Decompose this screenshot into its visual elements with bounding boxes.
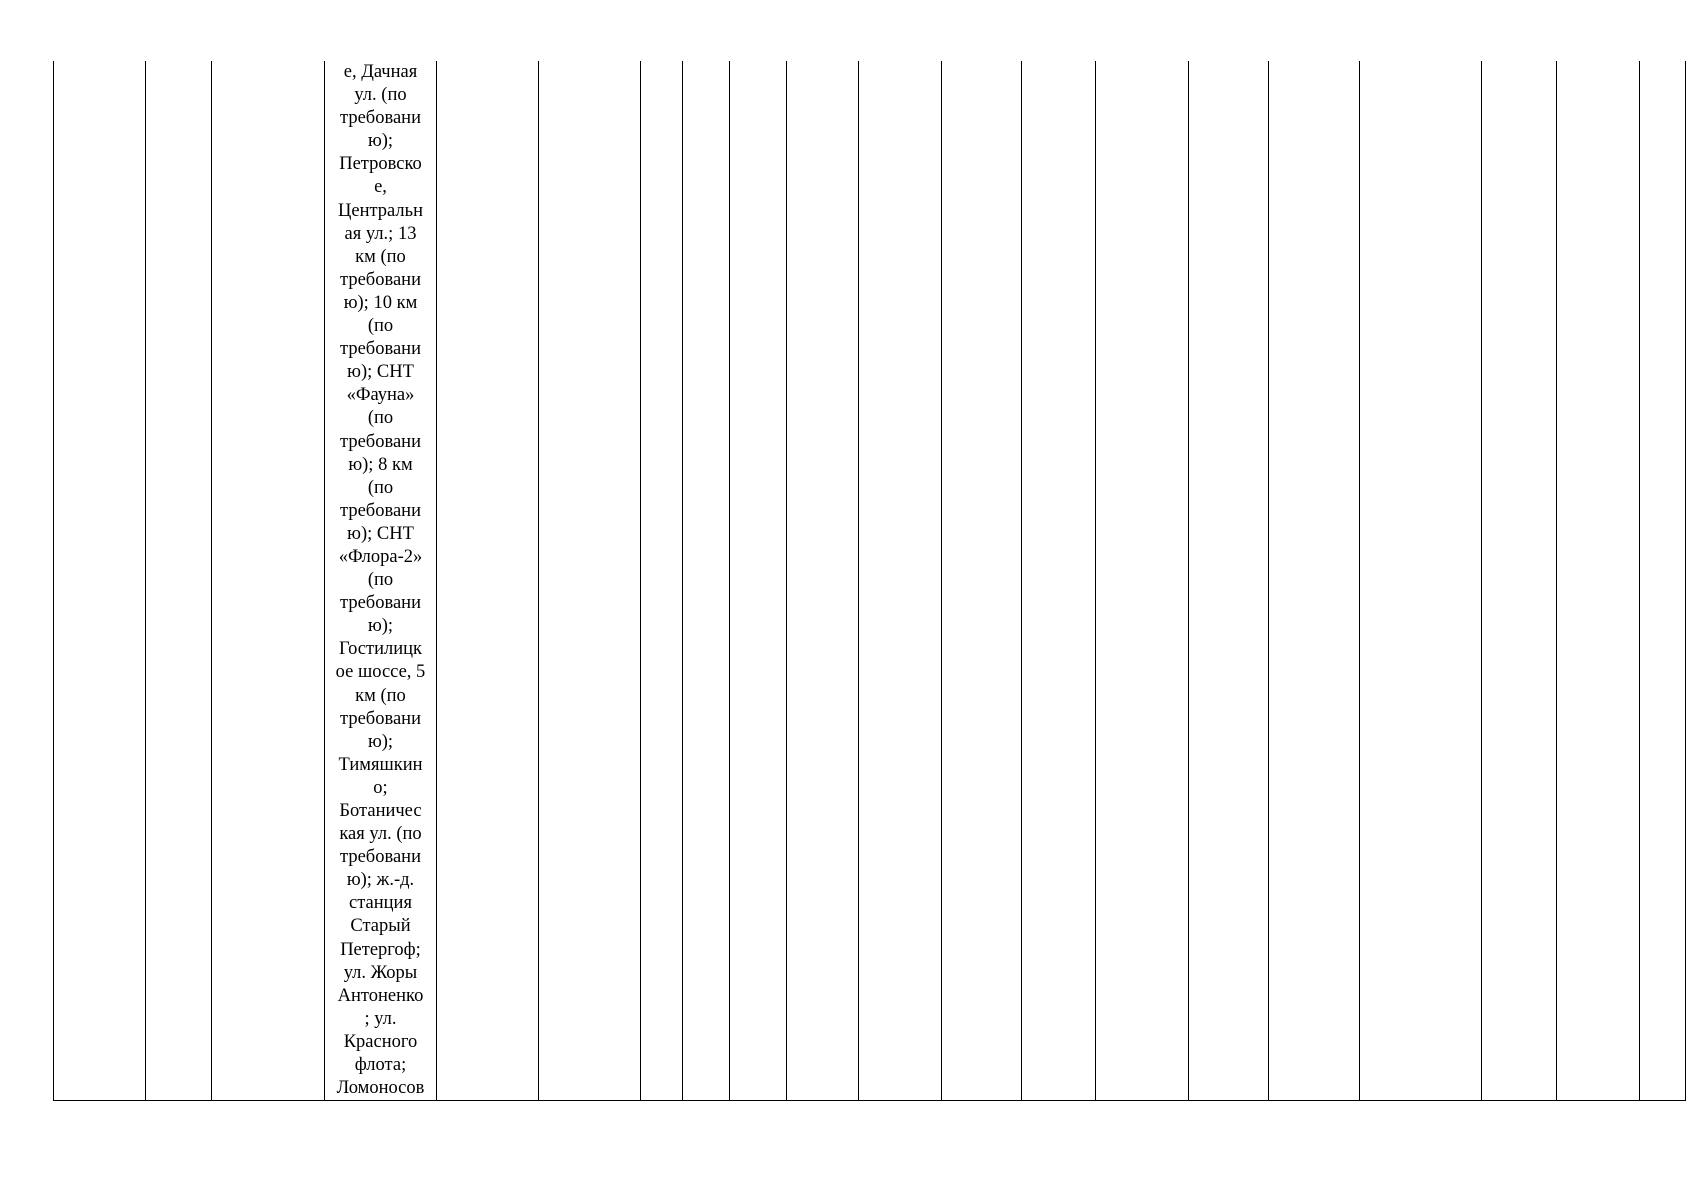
table-cell-col-3	[212, 61, 325, 1101]
table-cell-col-14	[1096, 61, 1189, 1101]
table-cell-col-19	[1557, 61, 1640, 1101]
table-row	[54, 61, 1686, 1101]
table-cell-col-6	[539, 61, 641, 1101]
table-cell-col-13	[1022, 61, 1096, 1101]
route-table	[53, 61, 1686, 1101]
table-cell-col-11	[859, 61, 942, 1101]
table-cell-col-17	[1360, 61, 1482, 1101]
table-cell-col-7	[641, 61, 683, 1101]
table-cell-col-5	[437, 61, 539, 1101]
route-stops-text: е, Дачная ул. (по требовани ю); Петровско е, Центральн ая ул.; 13 км (по требовани ю); 10 км (по требовани ю); СНТ «Фауна» (по требовани ю); 8 км (по требовани ю); СНТ «Флора-2» (по требовани ю); Гостилицк ое шоссе, 5 км (по требовани ю); Тимяшкин о; Ботаничес кая ул. (по требовани ю); ж.-д. станция Старый Петергоф; ул. Жоры Антоненко ; ул. Красного флота; Ломоносов	[335, 62, 426, 1099]
table-cell-stops	[325, 61, 437, 1101]
table-cell-col-12	[942, 61, 1022, 1101]
table-cell-col-8	[683, 61, 730, 1101]
table-cell-col-10	[787, 61, 859, 1101]
table-cell-col-18	[1482, 61, 1557, 1101]
table-cell-col-15	[1189, 61, 1269, 1101]
table-cell-col-9	[730, 61, 787, 1101]
table-cell-col-1	[54, 61, 146, 1101]
table-cell-col-20	[1640, 61, 1686, 1101]
table-cell-col-2	[146, 61, 212, 1101]
table-cell-col-16	[1269, 61, 1360, 1101]
